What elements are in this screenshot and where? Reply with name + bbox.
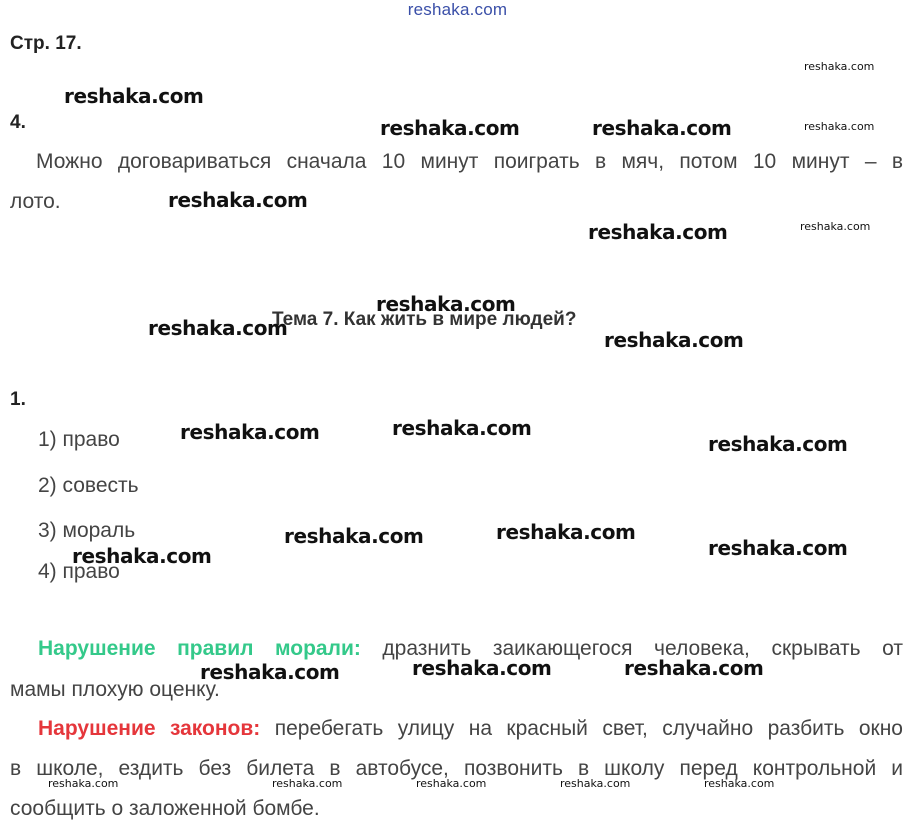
watermark-small: reshaka.com bbox=[804, 60, 875, 73]
watermark: reshaka.com bbox=[376, 292, 516, 316]
watermark-small: reshaka.com bbox=[560, 777, 631, 790]
watermark: reshaka.com bbox=[148, 316, 288, 340]
watermark-small: reshaka.com bbox=[48, 777, 119, 790]
watermark: reshaka.com bbox=[380, 116, 520, 140]
answer-item-2: 2) совесть bbox=[38, 474, 139, 497]
watermark: reshaka.com bbox=[284, 524, 424, 548]
topic-title: Тема 7. Как жить в мире людей? bbox=[272, 309, 577, 330]
laws-text: перебегать улицу на красный свет, случайно разбить окно bbox=[260, 717, 903, 740]
watermark: reshaka.com bbox=[412, 656, 552, 680]
morals-text: дразнить заикающегося человека, скрывать от bbox=[360, 637, 904, 660]
watermark: reshaka.com bbox=[168, 188, 308, 212]
answer-item-1: 1) право bbox=[38, 428, 120, 451]
watermark: reshaka.com bbox=[624, 656, 764, 680]
watermark-small: reshaka.com bbox=[704, 777, 775, 790]
page-label: Стр. 17. bbox=[10, 33, 82, 54]
task4-line-2: лото. bbox=[10, 190, 61, 213]
laws-line-1 bbox=[10, 717, 903, 741]
task4-line-1: Можно договариваться сначала 10 минут поиграть в мяч, потом 10 минут – в bbox=[36, 150, 903, 173]
watermark-small: reshaka.com bbox=[272, 777, 343, 790]
answer-item-4: 4) право bbox=[38, 560, 120, 583]
morals-line-2: мамы плохую оценку. bbox=[10, 678, 220, 701]
header-site-link[interactable]: reshaka.com bbox=[407, 0, 508, 19]
watermark: reshaka.com bbox=[64, 84, 204, 108]
task-number-4: 4. bbox=[10, 112, 26, 133]
morals-label: Нарушение правил морали: bbox=[38, 637, 361, 660]
watermark: reshaka.com bbox=[72, 544, 212, 568]
watermark: reshaka.com bbox=[180, 420, 320, 444]
watermark-small: reshaka.com bbox=[416, 777, 487, 790]
laws-line-2: в школе, ездить без билета в автобусе, позвонить в школу перед контрольной и bbox=[10, 757, 903, 780]
watermark: reshaka.com bbox=[392, 416, 532, 440]
watermark: reshaka.com bbox=[708, 432, 848, 456]
watermark-small: reshaka.com bbox=[800, 220, 871, 233]
watermark: reshaka.com bbox=[708, 536, 848, 560]
watermark-small: reshaka.com bbox=[804, 120, 875, 133]
laws-label: Нарушение законов: bbox=[38, 717, 261, 740]
watermark: reshaka.com bbox=[200, 660, 340, 684]
watermark: reshaka.com bbox=[496, 520, 636, 544]
watermark: reshaka.com bbox=[604, 328, 744, 352]
watermark: reshaka.com bbox=[588, 220, 728, 244]
laws-line-3: сообщить о заложенной бомбе. bbox=[10, 797, 320, 820]
task-number-1: 1. bbox=[10, 389, 26, 410]
answer-item-3: 3) мораль bbox=[38, 519, 136, 542]
watermark: reshaka.com bbox=[592, 116, 732, 140]
